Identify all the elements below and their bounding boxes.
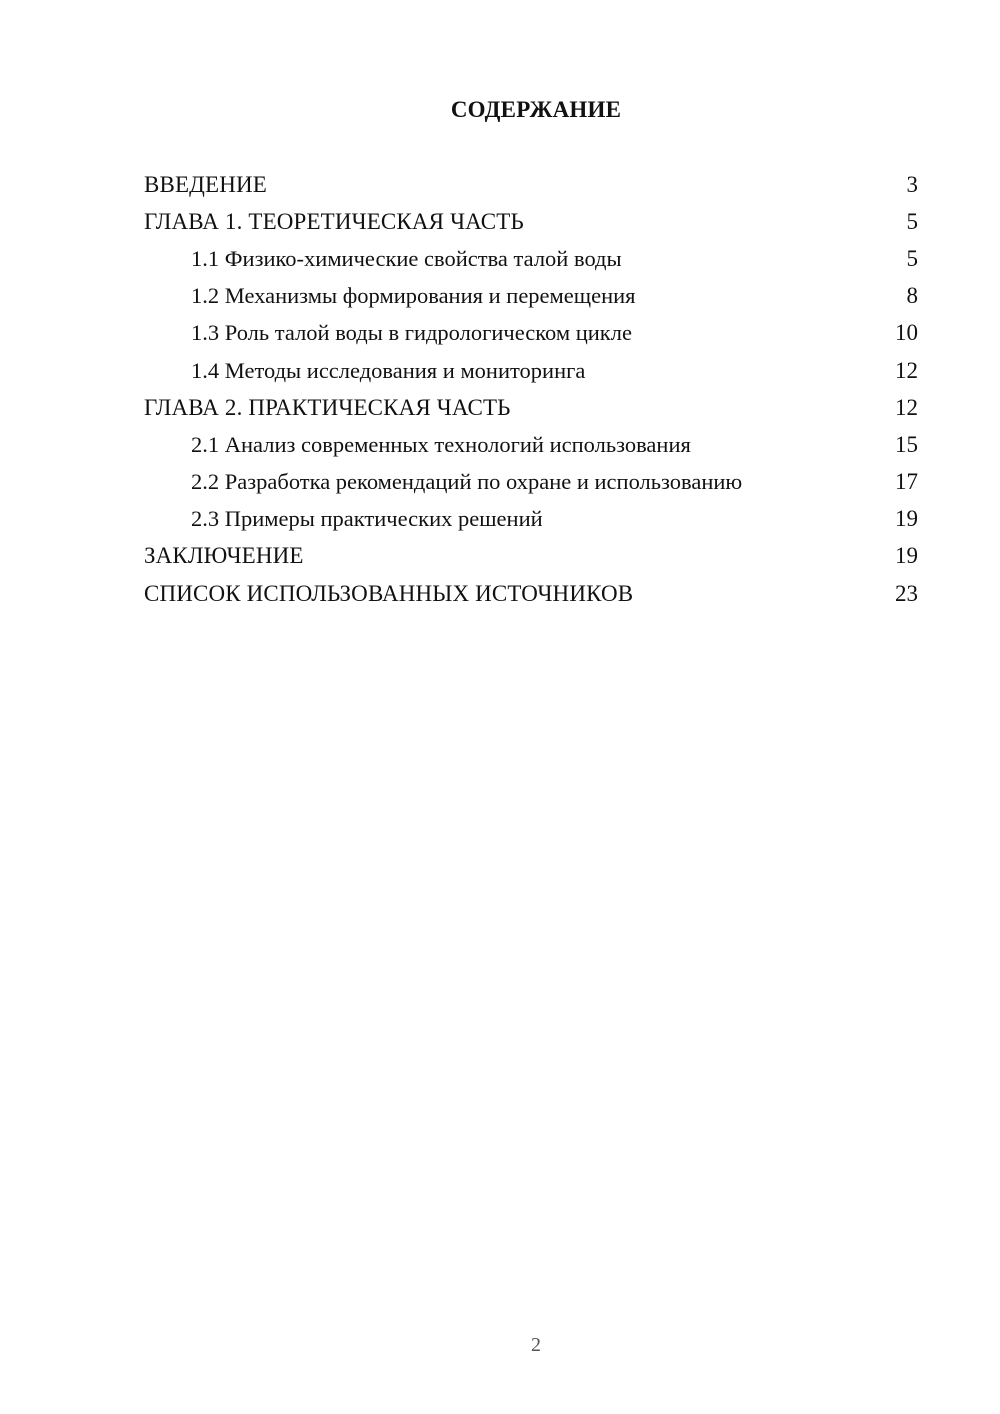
toc-entry-page: 23: [895, 580, 918, 606]
toc-entry-section-2-1[interactable]: [144, 426, 918, 463]
toc-entry-section-1-2[interactable]: [144, 278, 918, 315]
toc-entry-page: 5: [906, 245, 918, 271]
toc-entry-label: 1.3 Роль талой воды в гидрологическом цикле: [191, 320, 632, 346]
toc-entry-page: 10: [895, 320, 918, 346]
page-title: СОДЕРЖАНИЕ: [450, 97, 622, 122]
toc-entry-label: 1.4 Методы исследования и мониторинга: [191, 357, 586, 383]
toc-entry-section-1-1[interactable]: [144, 240, 918, 277]
toc-entry-page: 8: [906, 283, 918, 309]
toc-entry-label: 2.2 Разработка рекомендаций по охране и использованию: [191, 469, 743, 495]
toc-entry-label: 2.3 Примеры практических решений: [191, 506, 543, 532]
toc-entry-label: 1.1 Физико-химические свойства талой воды: [191, 245, 622, 271]
toc-entry-page: 15: [895, 431, 918, 457]
toc-entry-references[interactable]: [144, 575, 918, 612]
toc-entry-label: СПИСОК ИСПОЛЬЗОВАННЫХ ИСТОЧНИКОВ: [144, 580, 634, 606]
toc-entry-label: ГЛАВА 1. ТЕОРЕТИЧЕСКАЯ ЧАСТЬ: [144, 208, 524, 234]
toc-entry-page: 12: [895, 394, 918, 420]
toc-entry-section-1-4[interactable]: [144, 352, 918, 389]
toc-entry-page: 17: [895, 469, 918, 495]
toc-entry-introduction[interactable]: [144, 166, 918, 203]
toc-entry-page: 19: [895, 506, 918, 532]
toc-entry-page: 3: [906, 171, 918, 197]
toc-entry-section-2-3[interactable]: [144, 501, 918, 538]
toc-entry-page: 19: [895, 543, 918, 569]
toc-entry-conclusion[interactable]: [144, 538, 918, 575]
toc-entry-label: ЗАКЛЮЧЕНИЕ: [144, 543, 304, 569]
toc-entry-label: 1.2 Механизмы формирования и перемещения: [191, 283, 636, 309]
toc-entry-label: 2.1 Анализ современных технологий использования: [191, 431, 691, 457]
toc-entry-section-2-2[interactable]: [144, 464, 918, 501]
toc-entry-chapter-2[interactable]: [144, 389, 918, 426]
table-of-contents: [144, 166, 918, 612]
toc-entry-chapter-1[interactable]: [144, 203, 918, 240]
toc-entry-page: 12: [895, 357, 918, 383]
toc-entry-section-1-3[interactable]: [144, 315, 918, 352]
toc-entry-label: ВВЕДЕНИЕ: [144, 171, 267, 197]
toc-entry-page: 5: [906, 208, 918, 234]
page-number: 2: [531, 1334, 541, 1356]
toc-entry-label: ГЛАВА 2. ПРАКТИЧЕСКАЯ ЧАСТЬ: [144, 394, 511, 420]
